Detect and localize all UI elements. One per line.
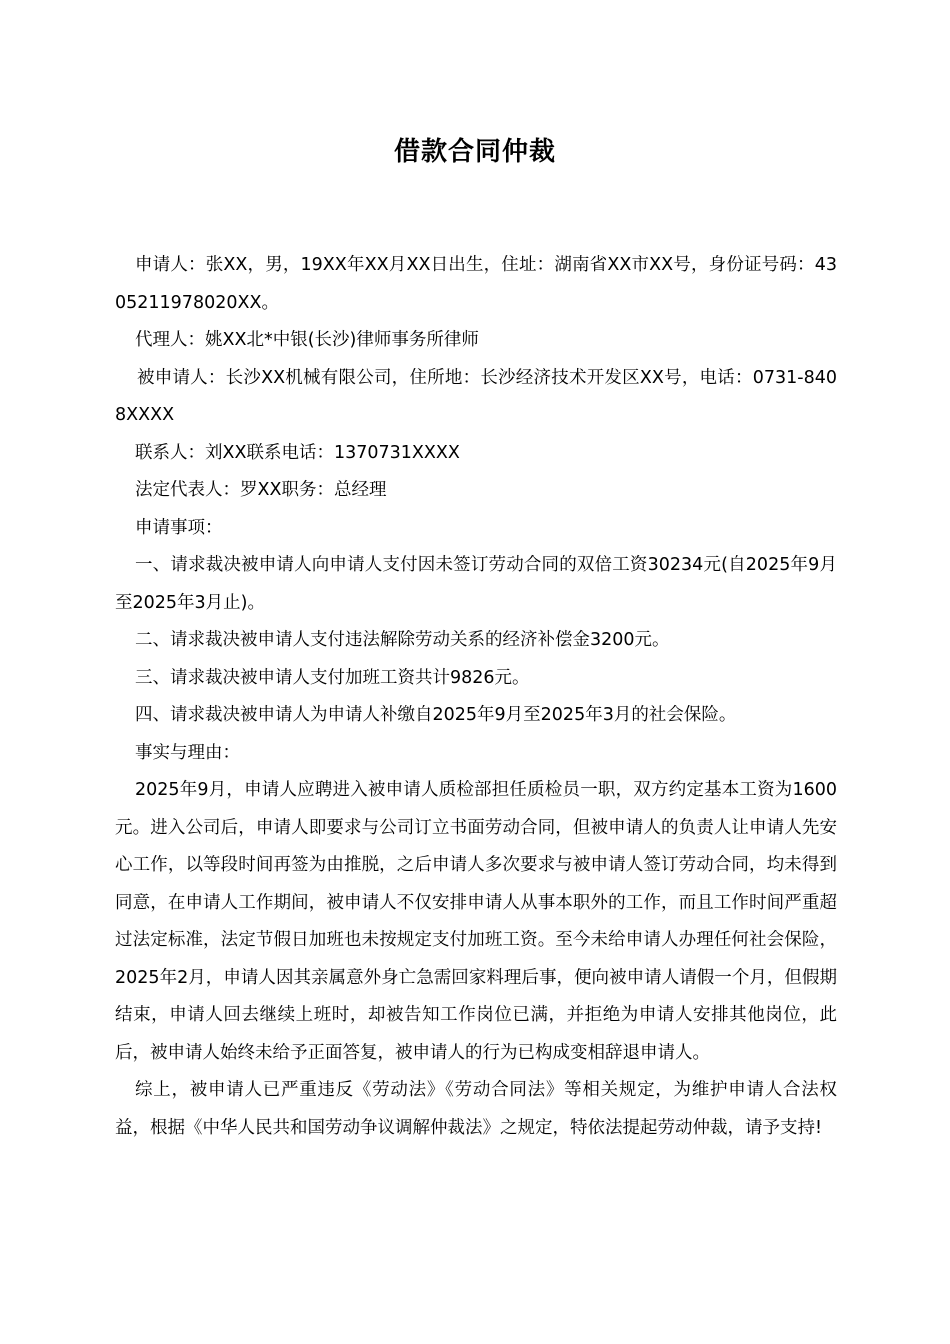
facts-heading: 事实与理由： xyxy=(135,742,240,763)
document-title: 借款合同仲裁 xyxy=(393,137,556,167)
claims-heading: 申请事项： xyxy=(135,517,223,538)
claim-item-3: 三、请求裁决被申请人支付加班工资共计9826元。 xyxy=(135,667,530,688)
contact-paragraph: 联系人：刘XX联系电话：1370731XXXX xyxy=(135,442,460,463)
legal-representative-paragraph: 法定代表人：罗XX职务：总经理 xyxy=(135,480,387,500)
facts-paragraph: 2025年9月，申请人应聘进入被申请人质检部担任质检员一职，双方约定基本工资为1600元。进入公司后，申请人即要求与公司订立书面劳动合同，但被申请人的负责人让申请人先安心工作，以等段时间再签为由推脱，之后申请人多次要求与被申请人签订劳动合同，均未得到同意，在申请人工作期间，被申请人不仅安排申请人从事本职外的工作，而且工作时间严重超过法定标准，法定节假日加班也未按规定支付加班工资。至今未给申请人办理任何社会保险，2025年2月，申请人因其亲属意外身亡急需回家料理后事，便向被申请人请假一个月，但假期结束，申请人回去继续上班时，却被告知工作岗位已满，并拒绝为申请人安排其他岗位，此后，被申请人始终未给予正面答复，被申请人的行为已构成变相辞退申请人。 xyxy=(115,780,837,1063)
claim-item-2: 二、请求裁决被申请人支付违法解除劳动关系的经济补偿金3200元。 xyxy=(135,630,670,650)
document-body xyxy=(115,247,837,1147)
claim-item-1: 一、请求裁决被申请人向申请人支付因未签订劳动合同的双倍工资30234元(自2025年9月至2025年3月止)。 xyxy=(115,555,837,613)
claim-item-4: 四、请求裁决被申请人为申请人补缴自2025年9月至2025年3月的社会保险。 xyxy=(135,705,737,725)
respondent-paragraph: 被申请人：长沙XX机械有限公司，住所地：长沙经济技术开发区XX号，电话：0731-8408XXXX xyxy=(115,367,837,425)
agent-paragraph: 代理人：姚XX北*中银(长沙)律师事务所律师 xyxy=(135,330,479,350)
conclusion-paragraph: 综上，被申请人已严重违反《劳动法》《劳动合同法》等相关规定，为维护申请人合法权益，根据《中华人民共和国劳动争议调解仲裁法》之规定，特依法提起劳动仲裁，请予支持! xyxy=(115,1080,837,1138)
applicant-paragraph: 申请人：张XX，男，19XX年XX月XX日出生，住址：湖南省XX市XX号，身份证号码：4305211978020XX。 xyxy=(115,255,837,313)
